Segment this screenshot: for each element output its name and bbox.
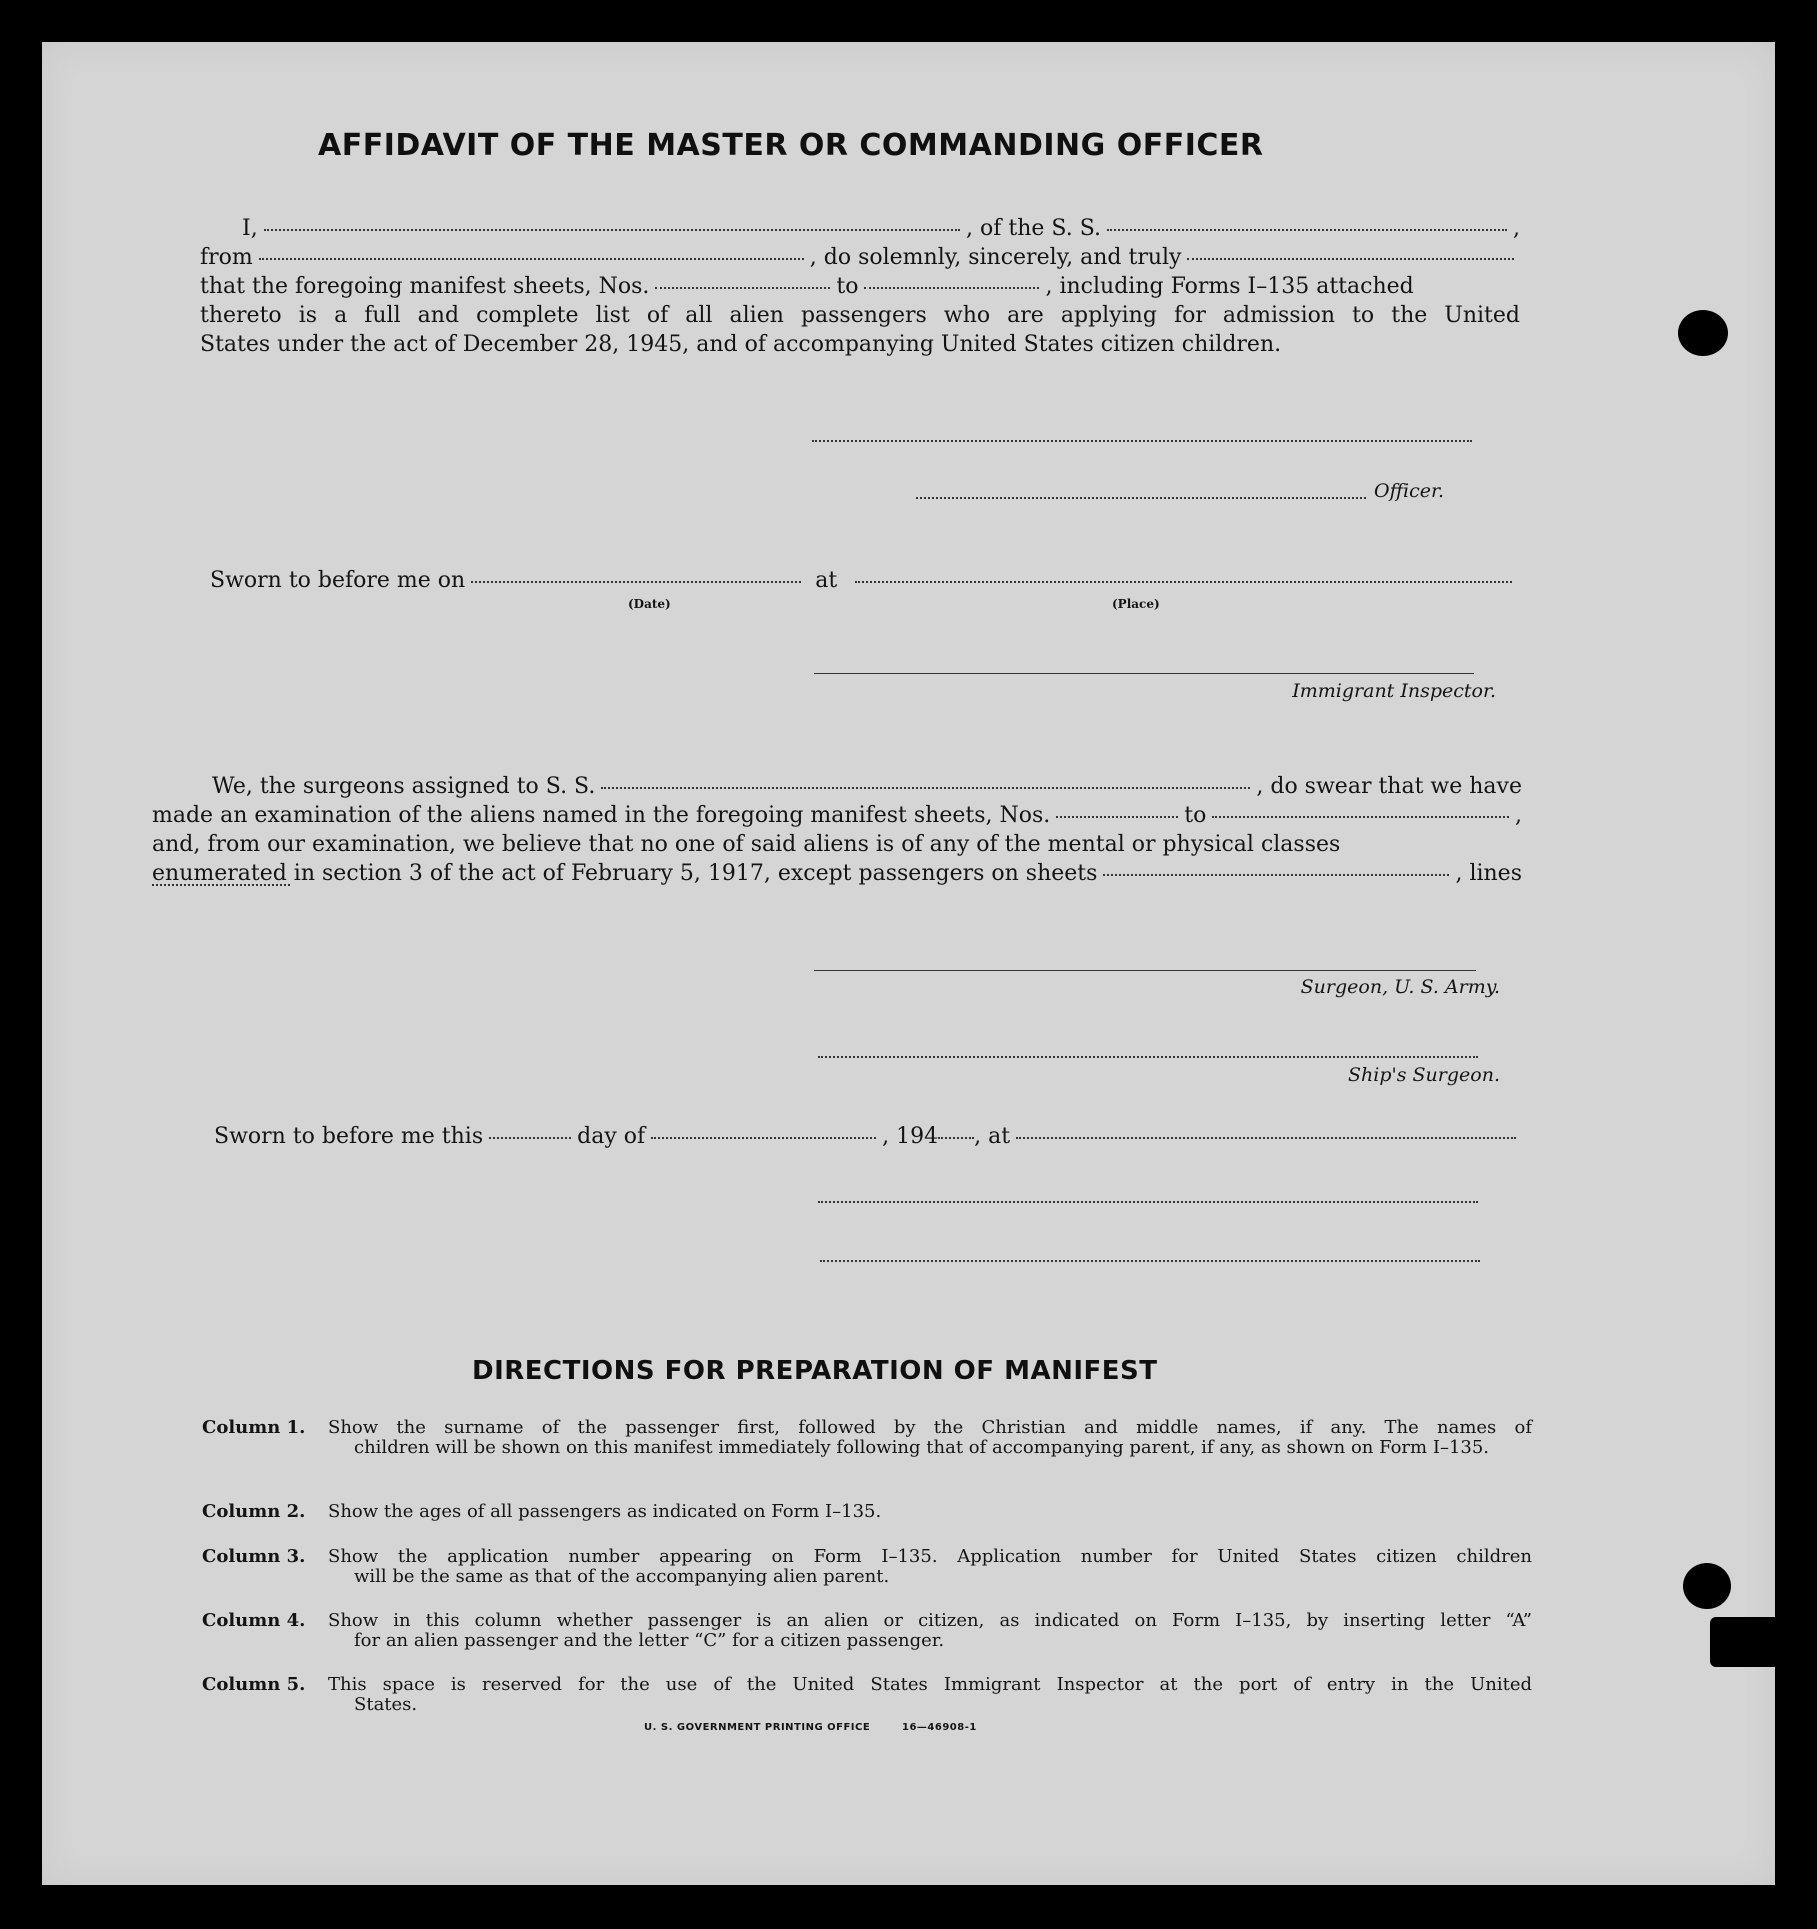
direction-label: Column 4. bbox=[202, 1610, 306, 1631]
directions-title: DIRECTIONS FOR PREPARATION OF MANIFEST bbox=[472, 1356, 1158, 1386]
army-surgeon-label: Surgeon, U. S. Army. bbox=[1300, 976, 1500, 998]
inspector-label: Immigrant Inspector. bbox=[1292, 680, 1496, 702]
affidavit-title: AFFIDAVIT OF THE MASTER OR COMMANDING OFFICER bbox=[318, 128, 1264, 163]
sworn1-at: at bbox=[815, 568, 838, 593]
sworn1-place-field[interactable] bbox=[855, 581, 1512, 583]
sworn1-date-field[interactable] bbox=[471, 581, 801, 583]
affidavit-text-from: from bbox=[200, 245, 253, 270]
sworn-before-2 bbox=[214, 1122, 1522, 1151]
exception-lines-field[interactable] bbox=[152, 884, 290, 886]
direction-text: Show the surname of the passenger first, followed by the Christian and middle names, if any. The names of bbox=[328, 1417, 1532, 1438]
affidavit-text-i: I, bbox=[242, 216, 258, 241]
surgeons-ship-field[interactable] bbox=[601, 787, 1250, 789]
direction-column-1 bbox=[202, 1418, 1532, 1480]
exception-sheets-field[interactable] bbox=[1103, 874, 1449, 876]
sworn2-text: Sworn to before me this bbox=[214, 1124, 484, 1149]
surgeons-paragraph bbox=[152, 772, 1522, 917]
sworn2-month-field[interactable] bbox=[651, 1137, 876, 1139]
oath-field[interactable] bbox=[1187, 258, 1514, 260]
affidavit-text-sheets: that the foregoing manifest sheets, Nos. bbox=[200, 274, 650, 299]
sworn2-day-field[interactable] bbox=[489, 1137, 571, 1139]
surgeons-sheet-from-field[interactable] bbox=[1056, 816, 1178, 818]
comma: , bbox=[1515, 803, 1522, 828]
date-label: (Date) bbox=[628, 597, 671, 611]
officer-label: Officer. bbox=[1374, 480, 1445, 502]
inspector-signature-line[interactable] bbox=[814, 673, 1474, 674]
direction-text: Show in this column whether passenger is an alien or citizen, as indicated on Form I–135, by inserting letter “A” bbox=[328, 1610, 1532, 1631]
direction-text-cont: States. bbox=[354, 1694, 418, 1715]
sworn2-year-prefix: , 194 bbox=[882, 1124, 939, 1149]
direction-column-4 bbox=[202, 1611, 1532, 1653]
printer-imprint: U. S. GOVERNMENT PRINTING OFFICE bbox=[644, 1722, 871, 1733]
master-name-field[interactable] bbox=[264, 229, 960, 231]
affidavit-text-to: to bbox=[836, 274, 859, 299]
sworn-before-1 bbox=[210, 566, 1518, 595]
direction-text-cont: children will be shown on this manifest immediately following that of accompanying parent, if any, as shown on Form I–135. bbox=[354, 1437, 1490, 1458]
direction-text: Show the application number appearing on Form I–135. Application number for United States citizen children bbox=[328, 1546, 1532, 1567]
direction-text: This space is reserved for the use of the United States Immigrant Inspector at the port of entry in the United bbox=[328, 1674, 1532, 1695]
direction-label: Column 5. bbox=[202, 1674, 306, 1695]
affidavit-paragraph bbox=[200, 214, 1520, 359]
affidavit-text-line5: States under the act of December 28, 1945, and of accompanying United States citizen children. bbox=[200, 332, 1282, 357]
affidavit-text-forms: , including Forms I–135 attached bbox=[1045, 274, 1414, 299]
direction-text-cont: will be the same as that of the accompanying alien parent. bbox=[354, 1566, 890, 1587]
surgeons-text-2: made an examination of the aliens named in the foregoing manifest sheets, Nos. bbox=[152, 803, 1051, 828]
surgeons-text-to: to bbox=[1184, 803, 1207, 828]
ship-surgeon-label: Ship's Surgeon. bbox=[1348, 1064, 1500, 1086]
direction-column-3 bbox=[202, 1547, 1532, 1589]
affidavit-text-line4: thereto is a full and complete list of all alien passengers who are applying for admission to the United bbox=[200, 303, 1520, 328]
direction-text-cont: for an alien passenger and the letter “C” for a citizen passenger. bbox=[354, 1630, 945, 1651]
punch-hole-top bbox=[1678, 310, 1728, 356]
sheet-to-field[interactable] bbox=[864, 287, 1039, 289]
from-port-field[interactable] bbox=[259, 258, 804, 260]
ship-surgeon-signature-line[interactable] bbox=[818, 1056, 1478, 1058]
form-code: 16—46908-1 bbox=[902, 1722, 977, 1733]
surgeons-text-3: and, from our examination, we believe that no one of said aliens is of any of the mental or physical classes bbox=[152, 832, 1341, 857]
army-surgeon-signature-line[interactable] bbox=[814, 970, 1476, 971]
sworn2-signature-line-1[interactable] bbox=[818, 1201, 1478, 1203]
direction-column-2 bbox=[202, 1502, 1532, 1524]
place-label: (Place) bbox=[1112, 597, 1160, 611]
direction-label: Column 3. bbox=[202, 1546, 306, 1567]
affidavit-text-ship: , of the S. S. bbox=[966, 216, 1101, 241]
sworn1-text: Sworn to before me on bbox=[210, 568, 466, 593]
surgeons-text-swear: , do swear that we have bbox=[1256, 774, 1522, 799]
surgeons-text-4: enumerated in section 3 of the act of February 5, 1917, except passengers on sheets bbox=[152, 861, 1098, 886]
surgeons-text-1: We, the surgeons assigned to S. S. bbox=[212, 774, 596, 799]
ship-name-field[interactable] bbox=[1107, 229, 1507, 231]
page-notch bbox=[1710, 1617, 1780, 1667]
sworn2-signature-line-2[interactable] bbox=[820, 1260, 1480, 1262]
sworn2-at: , at bbox=[974, 1124, 1011, 1149]
surgeons-text-lines: , lines bbox=[1455, 861, 1522, 886]
sworn2-year-field[interactable] bbox=[938, 1137, 974, 1139]
affidavit-text-swear: , do solemnly, sincerely, and truly bbox=[809, 245, 1182, 270]
officer-signature-line[interactable] bbox=[916, 497, 1366, 499]
master-signature-line[interactable] bbox=[812, 440, 1472, 442]
direction-label: Column 1. bbox=[202, 1417, 306, 1438]
punch-hole-bottom bbox=[1683, 1563, 1731, 1609]
form-sheet bbox=[42, 42, 1775, 1885]
direction-text: Show the ages of all passengers as indicated on Form I–135. bbox=[328, 1501, 882, 1522]
sheet-from-field[interactable] bbox=[655, 287, 830, 289]
comma: , bbox=[1513, 216, 1520, 241]
direction-column-5 bbox=[202, 1675, 1532, 1717]
sworn2-place-field[interactable] bbox=[1016, 1137, 1516, 1139]
direction-label: Column 2. bbox=[202, 1501, 306, 1522]
sworn2-day-of: day of bbox=[577, 1124, 646, 1149]
surgeons-sheet-to-field[interactable] bbox=[1212, 816, 1509, 818]
